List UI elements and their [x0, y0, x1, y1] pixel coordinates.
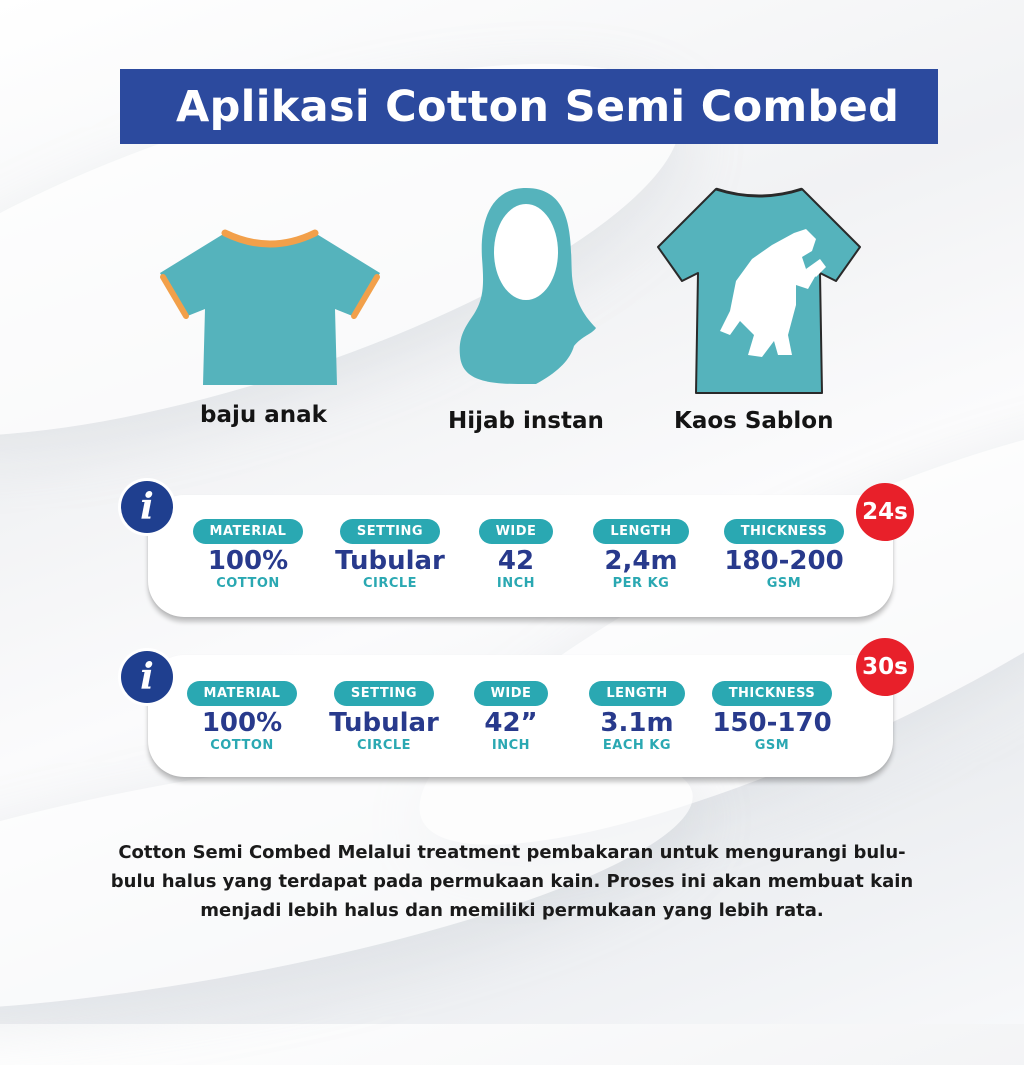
spec-card-30s: [148, 655, 893, 777]
spec-unit: CIRCLE: [356, 738, 412, 753]
spec-unit: EACH KG: [602, 738, 672, 753]
spec-unit: GSM: [754, 738, 790, 753]
spec-thickness: [702, 681, 842, 753]
garment-label-baju-anak: baju anak: [200, 402, 327, 428]
spec-label: MATERIAL: [193, 519, 304, 544]
spec-label: SETTING: [340, 519, 440, 544]
spec-label: MATERIAL: [187, 681, 298, 706]
spec-unit: INCH: [491, 738, 531, 753]
spec-unit: GSM: [766, 576, 802, 591]
spec-value: Tubular: [329, 708, 439, 738]
garment-label-hijab-instan: Hijab instan: [448, 408, 604, 434]
spec-value: 100%: [201, 708, 283, 738]
spec-material: [178, 519, 318, 591]
spec-value: 3.1m: [600, 708, 674, 738]
spec-label: WIDE: [479, 519, 554, 544]
spec-unit: COTTON: [210, 738, 274, 753]
garment-label-kaos-sablon: Kaos Sablon: [674, 408, 834, 434]
hijab-icon: [458, 186, 598, 388]
description-line: Cotton Semi Combed Melalui treatment pembakaran untuk mengurangi bulu-: [118, 842, 906, 863]
spec-label: WIDE: [474, 681, 549, 706]
spec-label: LENGTH: [593, 519, 688, 544]
spec-label: LENGTH: [589, 681, 684, 706]
spec-label: THICKNESS: [712, 681, 833, 706]
spec-length: [571, 519, 711, 591]
spec-value: 2,4m: [604, 546, 678, 576]
yarn-count-badge: 24s: [856, 483, 914, 541]
spec-value: 42: [497, 546, 535, 576]
spec-label: THICKNESS: [724, 519, 845, 544]
spec-wide: [446, 519, 586, 591]
page-title: Aplikasi Cotton Semi Combed: [176, 81, 900, 132]
spec-card-24s: [148, 495, 893, 617]
spec-value: 180-200: [724, 546, 844, 576]
info-icon: i: [121, 651, 173, 703]
spec-value: Tubular: [335, 546, 445, 576]
yarn-count-badge: 30s: [856, 638, 914, 696]
spec-setting: [320, 519, 460, 591]
info-icon: i: [121, 481, 173, 533]
spec-unit: PER KG: [612, 576, 670, 591]
description-text: [100, 838, 924, 925]
spec-unit: COTTON: [216, 576, 280, 591]
description-line: bulu halus yang terdapat pada permukaan kain. Proses ini akan membuat kain: [110, 871, 914, 892]
spec-length: [567, 681, 707, 753]
spec-value: 100%: [207, 546, 289, 576]
title-banner: [120, 69, 938, 144]
spec-value: 42”: [484, 708, 538, 738]
spec-setting: [314, 681, 454, 753]
spec-material: [172, 681, 312, 753]
spec-unit: INCH: [496, 576, 536, 591]
kids-tshirt-icon: [155, 225, 385, 390]
spec-wide: [441, 681, 581, 753]
description-line: menjadi lebih halus dan memiliki permukaan yang lebih rata.: [200, 900, 824, 921]
spec-label: SETTING: [334, 681, 434, 706]
spec-value: 150-170: [712, 708, 832, 738]
printed-tshirt-bear-icon: [656, 185, 862, 397]
spec-unit: CIRCLE: [362, 576, 418, 591]
spec-thickness: [714, 519, 854, 591]
